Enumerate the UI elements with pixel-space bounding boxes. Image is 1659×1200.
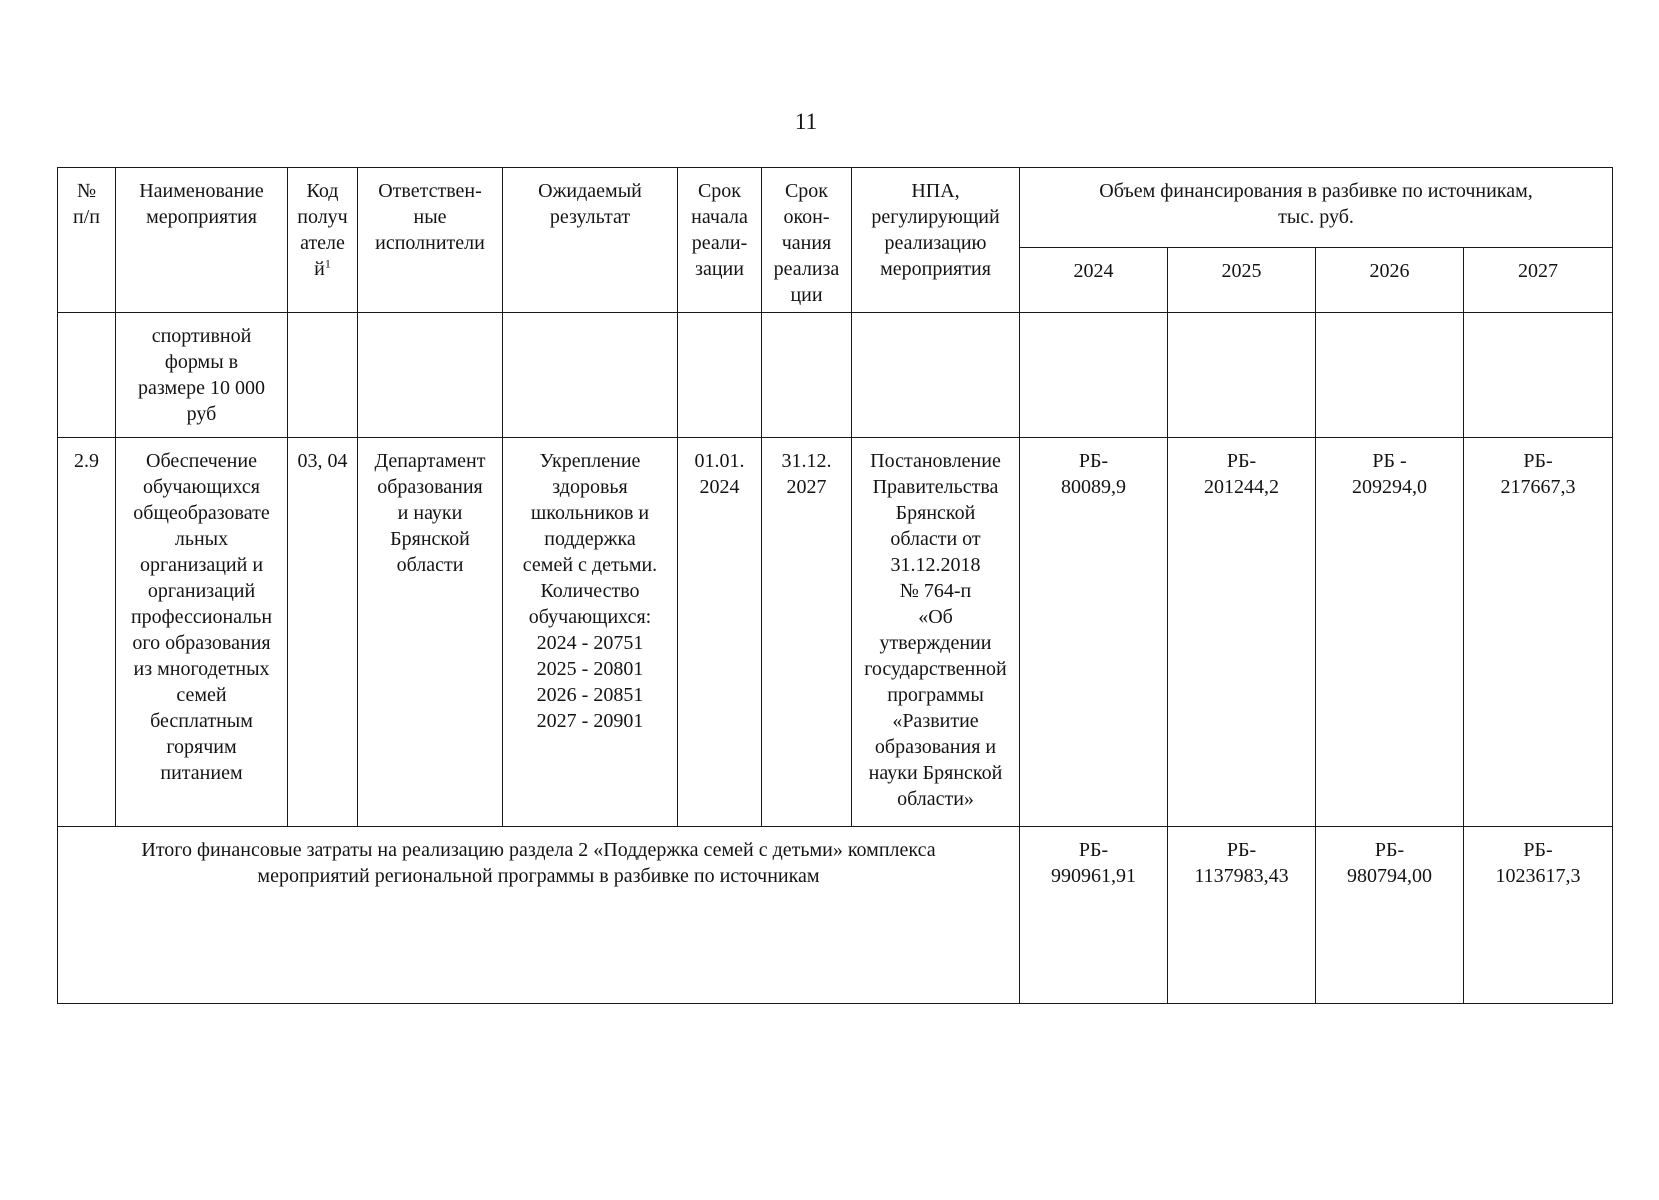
header-num: № п/п [58,168,116,313]
header-row [58,168,1613,248]
cell-funding-2024 [1020,313,1168,438]
cell-npa [852,313,1020,438]
cell-end: 31.12. 2027 [762,438,852,827]
cell-total-2027: РБ- 1023617,3 [1464,827,1613,1004]
page-number: 11 [794,109,818,134]
cell-code [288,313,358,438]
footnote-marker: 1 [324,256,331,271]
cell-total-2025: РБ- 1137983,43 [1168,827,1316,1004]
cell-start: 01.01. 2024 [678,438,762,827]
cell-executors [358,313,503,438]
cell-name: Обеспечение обучающихся общеобразовате льных организаций и организаций профессиональн ого образования из многодетных семей бесплатным горячим питанием [116,438,288,827]
cell-funding-2027: РБ- 217667,3 [1464,438,1613,827]
cell-funding-2025 [1168,313,1316,438]
table-row-2-9 [58,438,1613,827]
cell-total-2024: РБ- 990961,91 [1020,827,1168,1004]
cell-funding-2026: РБ - 209294,0 [1316,438,1464,827]
table-row-continuation [58,313,1613,438]
header-year-2024: 2024 [1020,248,1168,313]
cell-funding-2027 [1464,313,1613,438]
header-npa: НПА, регулирующий реализацию мероприятия [852,168,1020,313]
header-start: Срок начала реали- зации [678,168,762,313]
cell-npa: Постановление Правительства Брянской области от 31.12.2018 № 764-п «Об утверждении государственной программы «Развитие образования и науки Брянской области» [852,438,1020,827]
header-code: Код получ ателе $й^1$ [288,168,358,313]
header-result: Ожидаемый результат [503,168,678,313]
cell-code: 03, 04 [288,438,358,827]
cell-total-label: Итого финансовые затраты на реализацию раздела 2 «Поддержка семей с детьми» комплекса мероприятий региональной программы в разбивке по источникам [58,827,1020,1004]
cell-result [503,313,678,438]
cell-end [762,313,852,438]
cell-executors: Департамент образования и науки Брянской области [358,438,503,827]
header-name: Наименование мероприятия [116,168,288,313]
header-year-2025: 2025 [1168,248,1316,313]
header-year-2027: 2027 [1464,248,1613,313]
cell-result: Укрепление здоровья школьников и поддержка семей с детьми. Количество обучающихся: 2024 - 20751 2025 - 20801 2026 - 20851 2027 - 20901 [503,438,678,827]
cell-start [678,313,762,438]
cell-num [58,313,116,438]
cell-num: 2.9 [58,438,116,827]
funding-table [57,167,1613,1004]
header-funding: Объем финансирования в разбивке по источникам, тыс. руб. [1020,168,1613,248]
header-end: Срок окон- чания реализа ции [762,168,852,313]
cell-funding-2024: РБ- 80089,9 [1020,438,1168,827]
cell-funding-2026 [1316,313,1464,438]
header-year-2026: 2026 [1316,248,1464,313]
cell-name: спортивной формы в размере 10 000 руб [116,313,288,438]
table-row-total [58,827,1613,1004]
cell-funding-2025: РБ- 201244,2 [1168,438,1316,827]
header-executors: Ответствен- ные исполнители [358,168,503,313]
cell-total-2026: РБ- 980794,00 [1316,827,1464,1004]
